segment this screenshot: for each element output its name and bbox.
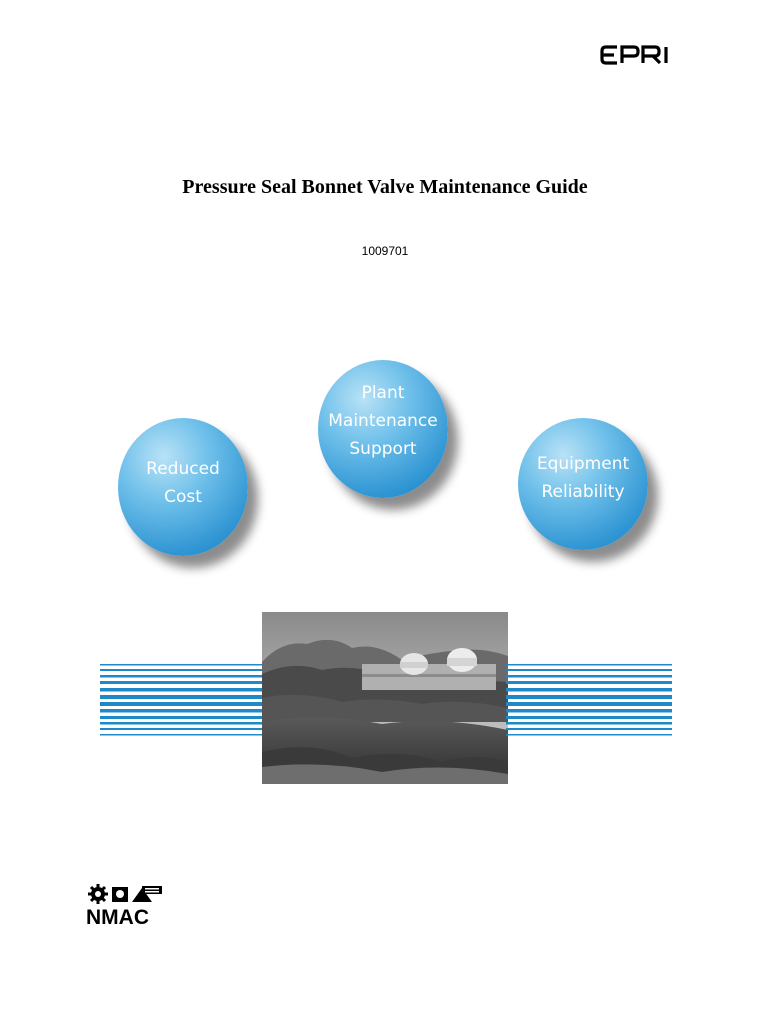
bubble-plant-maintenance-support <box>318 360 448 498</box>
bubble-label: Plant <box>361 383 405 403</box>
bubble-label: Equipment <box>536 454 630 474</box>
bubble-reduced-cost <box>118 418 248 556</box>
nmac-logo <box>86 884 182 926</box>
bubble-label: Maintenance <box>328 411 438 431</box>
epri-logo <box>600 44 678 66</box>
document-title: Pressure Seal Bonnet Valve Maintenance Guide <box>182 176 588 198</box>
bubble-label: Reliability <box>541 482 625 502</box>
document-number: 1009701 <box>361 244 409 258</box>
decorative-stripes-right <box>506 664 672 738</box>
bubble-equipment-reliability <box>518 418 648 550</box>
bubble-label: Cost <box>164 487 202 507</box>
decorative-stripes-left <box>100 664 262 738</box>
bubble-label: Reduced <box>146 459 220 479</box>
power-plant-photo <box>262 612 508 784</box>
nmac-logo-text: NMAC <box>86 906 149 926</box>
bubble-label: Support <box>349 439 417 459</box>
